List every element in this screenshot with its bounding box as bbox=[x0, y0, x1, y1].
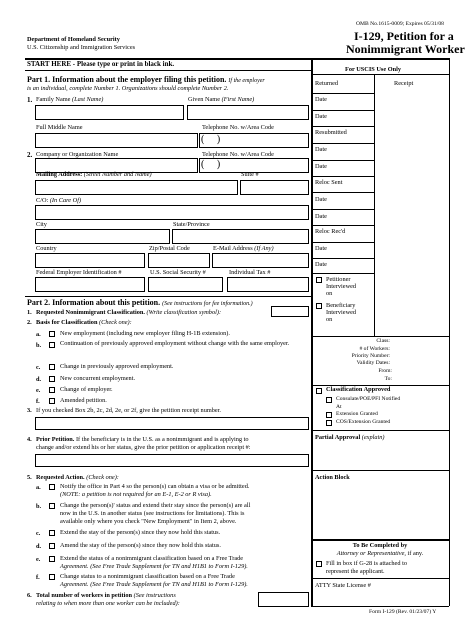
p2-q2-label: Basis for Classification (Check one): bbox=[36, 319, 132, 326]
sidebar-divider bbox=[311, 58, 313, 606]
basis-e-text: Change of employer. bbox=[60, 386, 113, 393]
basis-b-checkbox[interactable] bbox=[49, 342, 55, 348]
phone2-label: Telephone No. w/Area Code bbox=[202, 151, 274, 158]
action-b-letter: b. bbox=[36, 503, 42, 510]
given-name-label: Given Name (First Name) bbox=[188, 96, 255, 103]
basis-e-letter: e. bbox=[36, 387, 41, 394]
action-f-line2: Agreement. (See Free Trade Supplement for TN and H1B1 to Form I-129). bbox=[60, 581, 248, 588]
classification-approved-label: Classification Approved bbox=[326, 386, 391, 393]
consulate-label: Consulate/POE/PFI Notified bbox=[336, 396, 401, 402]
date-label-7: Date bbox=[315, 245, 327, 252]
p2-q2-number: 2. bbox=[27, 319, 32, 326]
date-label-6: Date bbox=[315, 213, 327, 220]
basis-c-text: Change in previously approved employment. bbox=[60, 363, 174, 370]
validity-label: Validity Dates: bbox=[356, 360, 390, 366]
p2-q4-line1: Prior Petition. If the beneficiary is in the U.S. as a nonimmigrant and is applying to bbox=[36, 436, 249, 443]
phone1-field[interactable] bbox=[199, 133, 309, 148]
g28-checkbox[interactable] bbox=[316, 561, 322, 567]
rule bbox=[311, 273, 374, 274]
basis-a-text: New employment (including new employer filing H-1B extension). bbox=[60, 330, 230, 337]
classification-approved-checkbox[interactable] bbox=[316, 388, 322, 394]
ssn-label: U.S. Social Security # bbox=[150, 269, 206, 276]
middle-name-field[interactable] bbox=[35, 133, 198, 148]
suite-label: Suite # bbox=[241, 171, 259, 178]
zip-field[interactable] bbox=[148, 253, 210, 268]
zip-label: Zip/Postal Code bbox=[149, 245, 190, 252]
g28-label-2: represent the applicant. bbox=[326, 568, 385, 575]
mailing-address-field[interactable] bbox=[35, 180, 238, 195]
right-border bbox=[449, 58, 450, 606]
returned-label: Returned bbox=[315, 80, 339, 87]
basis-a-checkbox[interactable] bbox=[49, 331, 55, 337]
at-label: At bbox=[336, 404, 342, 410]
rule bbox=[311, 258, 374, 259]
date-label-2: Date bbox=[315, 113, 327, 120]
middle-name-label: Full Middle Name bbox=[36, 124, 83, 131]
country-label: Country bbox=[36, 245, 57, 252]
basis-f-text: Amended petition. bbox=[60, 397, 107, 404]
reloc-sent-label: Reloc Sent bbox=[315, 179, 343, 186]
action-c-checkbox[interactable] bbox=[49, 530, 55, 536]
cos-extension-label: COS/Extension Granted bbox=[336, 419, 391, 425]
completed-by-label: To Be Completed by bbox=[352, 542, 408, 549]
form-footer: Form I-129 (Rev. 01/23/07) Y bbox=[369, 609, 437, 615]
p2-q3-text: If you checked Box 2b, 2c, 2d, 2e, or 2f, give the petition receipt number. bbox=[36, 407, 222, 414]
p2-q4-line2: change and/or extend his or her status, give the prior petition or application receipt #: bbox=[36, 444, 251, 451]
mailing-label: Mailing Address: (Street Number and Name) bbox=[36, 171, 152, 178]
petitioner-interviewed-label: Petitioner Interviewed on bbox=[326, 276, 357, 298]
from-label: From: bbox=[378, 368, 392, 374]
atty-license-field[interactable] bbox=[313, 590, 447, 604]
action-b-line1: Change the person(s)' status and extend their stay since the person(s) are all bbox=[60, 502, 251, 509]
action-a-line2: (NOTE: a petition is not required for an E-1, E-2 or R visa). bbox=[60, 491, 212, 498]
consulate-checkbox[interactable] bbox=[326, 397, 332, 403]
basis-c-checkbox[interactable] bbox=[49, 364, 55, 370]
action-a-checkbox[interactable] bbox=[49, 484, 55, 490]
date-label-3: Date bbox=[315, 146, 327, 153]
rule bbox=[25, 70, 313, 71]
action-f-letter: f. bbox=[36, 574, 40, 581]
p2-q5-number: 5. bbox=[27, 474, 32, 481]
rule bbox=[311, 470, 449, 471]
part2-rule bbox=[25, 296, 312, 297]
partial-approval-label: Partial Approval (explain) bbox=[315, 434, 385, 441]
prior-petition-field[interactable] bbox=[35, 454, 309, 467]
priority-label: Priority Number: bbox=[351, 353, 390, 359]
action-f-line1: Change status to a nonimmigrant classification based on a Free Trade bbox=[60, 573, 235, 580]
basis-f-checkbox[interactable] bbox=[49, 398, 55, 404]
city-label: City bbox=[36, 221, 47, 228]
fein-label: Federal Employer Identification # bbox=[36, 269, 122, 276]
state-label: State/Province bbox=[173, 221, 210, 228]
p2-q6-line1: Total number of workers in petition (See instructions bbox=[36, 592, 176, 599]
action-e-checkbox[interactable] bbox=[49, 556, 55, 562]
action-d-checkbox[interactable] bbox=[49, 543, 55, 549]
attorney-label: Attorney or Representative, if any. bbox=[336, 550, 424, 557]
form-number: I-129, Petition for a bbox=[354, 29, 454, 43]
city-field[interactable] bbox=[35, 229, 170, 244]
extension-granted-checkbox[interactable] bbox=[326, 412, 332, 418]
subagency-name: U.S. Citizenship and Immigration Services bbox=[27, 44, 136, 51]
action-e-line2: Agreement. (See Free Trade Supplement for TN and H1B1 to Form I-129). bbox=[60, 563, 248, 570]
cos-extension-checkbox[interactable] bbox=[326, 420, 332, 426]
phone1-label: Telephone No. w/Area Code bbox=[202, 124, 274, 131]
rule bbox=[311, 209, 374, 210]
beneficiary-interviewed-label: Beneficiary Interviewed on bbox=[326, 302, 357, 324]
basis-c-letter: c. bbox=[36, 364, 41, 371]
num-workers-label: # of Workers: bbox=[359, 346, 390, 352]
p2-q1-label: Requested Nonimmigrant Classification. (Write classification symbol): bbox=[36, 309, 222, 316]
receipt-label: Receipt bbox=[394, 80, 414, 87]
given-name-field[interactable] bbox=[187, 105, 309, 120]
rule bbox=[311, 192, 374, 193]
beneficiary-interviewed-checkbox[interactable] bbox=[316, 303, 322, 309]
action-d-line1: Amend the stay of the person(s) since they now hold this status. bbox=[60, 542, 221, 549]
suite-field[interactable] bbox=[240, 180, 309, 195]
action-b-line2: now in the U.S. in another status (see instructions for limitations). This is bbox=[60, 510, 245, 517]
basis-b-letter: b. bbox=[36, 342, 42, 349]
p2-q1-number: 1. bbox=[27, 309, 32, 316]
action-block-label: Action Block bbox=[315, 474, 350, 481]
p2-q4-number: 4. bbox=[27, 436, 32, 443]
form-title: Nonimmigrant Worker bbox=[346, 42, 465, 56]
fein-field[interactable] bbox=[35, 277, 145, 292]
reloc-recd-label: Reloc Rec'd bbox=[315, 228, 346, 235]
p2-q6-number: 6. bbox=[27, 592, 32, 599]
petitioner-interviewed-checkbox[interactable] bbox=[316, 277, 322, 283]
p2-q5-label: Requested Action. (Check one): bbox=[36, 474, 119, 481]
basis-f-letter: f. bbox=[36, 398, 40, 405]
date-label-1: Date bbox=[315, 96, 327, 103]
part1-note: is an individual, complete Number 1. Organizations should complete Number 2. bbox=[27, 85, 229, 92]
action-c-letter: c. bbox=[36, 530, 41, 537]
co-label: C/O: (In Care Of) bbox=[36, 197, 82, 204]
receipt-divider bbox=[374, 74, 375, 336]
rule bbox=[311, 93, 374, 94]
company-label: Company or Organization Name bbox=[36, 151, 119, 158]
extension-granted-label: Extension Granted bbox=[336, 411, 378, 417]
rule bbox=[311, 143, 374, 144]
rule bbox=[311, 160, 374, 161]
rule bbox=[311, 176, 374, 177]
to-label: To: bbox=[384, 376, 392, 382]
q2-number: 2. bbox=[27, 151, 33, 159]
total-workers-field[interactable] bbox=[258, 592, 309, 607]
p2-q3-number: 3. bbox=[27, 407, 32, 414]
uscis-use-only: For USCIS Use Only bbox=[345, 66, 402, 73]
p2-q6-line2: relating to when more than one worker can be included): bbox=[36, 600, 180, 607]
action-b-line3: available only where you check "New Employment" in Item 2, above. bbox=[60, 518, 237, 525]
sidebar-rule bbox=[311, 74, 449, 75]
itin-field[interactable] bbox=[227, 277, 309, 292]
part2-title: Part 2. Information about this petition. (See instructions for fee information.) bbox=[27, 298, 253, 307]
date-label-8: Date bbox=[315, 261, 327, 268]
basis-d-letter: d. bbox=[36, 376, 42, 383]
action-b-checkbox[interactable] bbox=[49, 503, 55, 509]
basis-b-text: Continuation of previously approved employment without change with the same employer. bbox=[60, 340, 290, 347]
rule bbox=[311, 336, 449, 337]
rule bbox=[311, 578, 449, 579]
action-f-checkbox[interactable] bbox=[49, 574, 55, 580]
family-name-label: Family Name (Last Name) bbox=[36, 96, 104, 103]
action-a-line1: Notify the office in Part 4 so the person(s) can obtain a visa or be admitted. bbox=[60, 483, 250, 490]
action-a-letter: a. bbox=[36, 484, 41, 491]
country-field[interactable] bbox=[35, 253, 145, 268]
g28-label-1: Fill in box if G-28 is attached to bbox=[326, 560, 407, 567]
phone2-paren: ( ) bbox=[201, 159, 221, 170]
itin-label: Individual Tax # bbox=[229, 269, 271, 276]
rule bbox=[311, 110, 374, 111]
action-d-letter: d. bbox=[36, 543, 42, 550]
date-label-5: Date bbox=[315, 196, 327, 203]
action-e-line1: Extend the status of a nonimmigrant classification based on a Free Trade bbox=[60, 555, 244, 562]
bottom-rule bbox=[311, 606, 449, 607]
family-name-field[interactable] bbox=[35, 105, 184, 120]
basis-e-checkbox[interactable] bbox=[49, 387, 55, 393]
basis-d-checkbox[interactable] bbox=[49, 376, 55, 382]
rule bbox=[311, 126, 374, 127]
action-e-letter: e. bbox=[36, 556, 41, 563]
agency-name: Department of Homeland Security bbox=[27, 36, 120, 43]
omb-number: OMB No.1615-0009; Expires 05/31/08 bbox=[356, 21, 444, 27]
q1-number: 1. bbox=[27, 96, 33, 104]
care-of-field[interactable] bbox=[35, 205, 309, 220]
basis-a-letter: a. bbox=[36, 331, 41, 338]
ssn-field[interactable] bbox=[148, 277, 223, 292]
receipt-number-field[interactable] bbox=[35, 417, 309, 430]
start-here: START HERE - Please type or print in black ink. bbox=[27, 60, 175, 68]
phone1-paren: ( ) bbox=[201, 134, 221, 145]
rule bbox=[311, 539, 449, 541]
date-label-4: Date bbox=[315, 163, 327, 170]
action-c-line1: Extend the stay of the person(s) since they now hold this status. bbox=[60, 529, 221, 536]
part1-title: Part 1. Information about the employer filing this petition. If the employer bbox=[27, 75, 265, 84]
state-field[interactable] bbox=[172, 229, 309, 244]
resubmitted-label: Resubmitted bbox=[315, 129, 347, 136]
atty-license-label: ATTY State License # bbox=[315, 582, 371, 589]
email-field[interactable] bbox=[212, 253, 309, 268]
email-label: E-Mail Address (If Any) bbox=[213, 245, 274, 252]
rule bbox=[311, 225, 374, 226]
basis-d-text: New concurrent employment. bbox=[60, 375, 136, 382]
class-label: Class: bbox=[376, 338, 390, 344]
rule bbox=[311, 242, 374, 243]
rule bbox=[311, 430, 449, 431]
classification-symbol-field[interactable] bbox=[271, 306, 309, 317]
